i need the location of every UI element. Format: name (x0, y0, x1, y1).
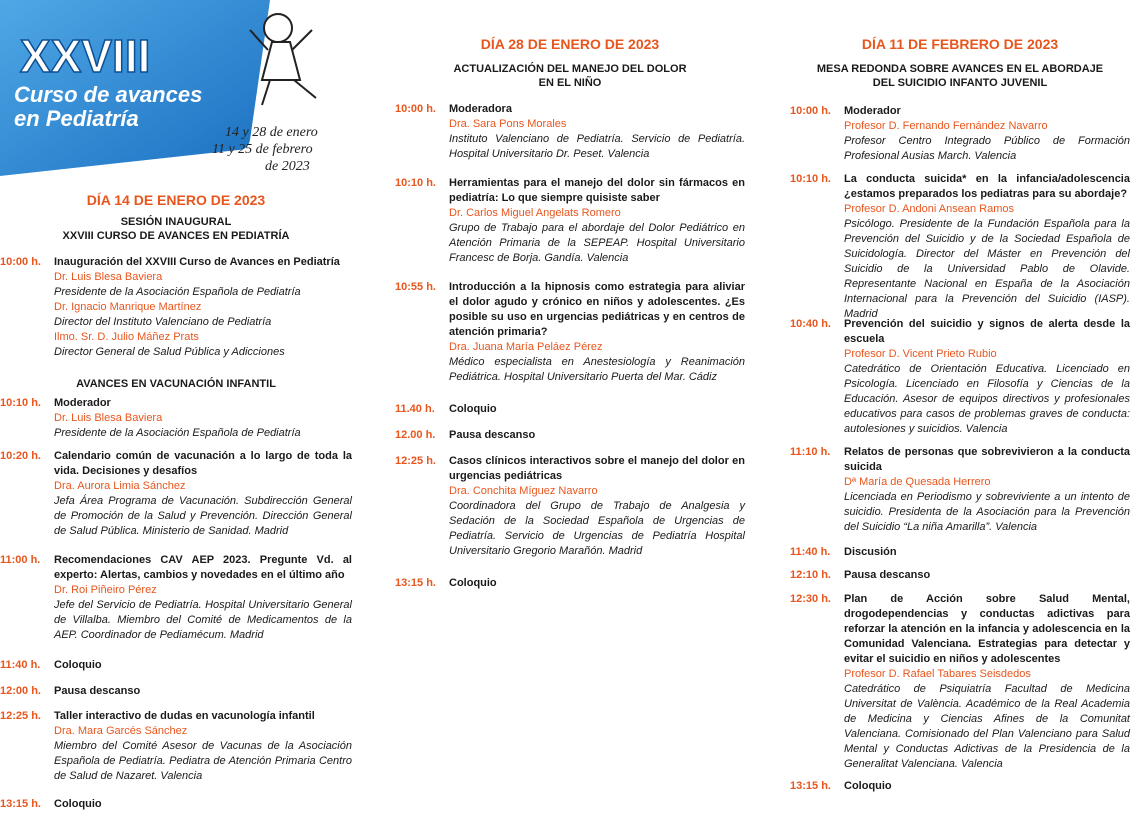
item-title: Coloquio (844, 780, 892, 792)
banner-date3: de 2023 (265, 159, 310, 174)
speaker-name: Profesor D. Andoni Ansean Ramos (844, 203, 1014, 215)
banner-date2: 11 y 25 de febrero (212, 142, 313, 157)
item-title: Coloquio (449, 403, 497, 415)
speaker-name: Dr. Ignacio Manrique Martínez (54, 301, 202, 313)
speaker-name: Dr. Luis Blesa Baviera (54, 271, 163, 283)
day-heading: DÍA 14 DE ENERO DE 2023 (86, 192, 266, 208)
speaker-name: Profesor D. Vicent Prieto Rubio (844, 348, 997, 360)
speaker-name: Dr. Carlos Miguel Angelats Romero (449, 207, 621, 219)
schedule-item (0, 553, 352, 643)
session-line: ACTUALIZACIÓN DEL MANEJO DEL DOLOR (453, 63, 687, 75)
banner-line1: Curso de avances (14, 82, 203, 107)
speaker-name: Profesor D. Fernando Fernández Navarro (844, 120, 1048, 132)
item-title: Relatos de personas que sobrevivieron a la conducta suicida (844, 446, 1130, 473)
speaker-name: Dra. Aurora Limia Sánchez (54, 480, 186, 492)
item-title: Pausa descanso (844, 569, 931, 581)
speaker-affiliation: Miembro del Comité Asesor de Vacunas de la Asociación Española de Pediatría. Pediatra de Atención Primaria Centro de Salud de Nazaret. Valencia (54, 740, 352, 782)
time-label: 12:25 h. (395, 455, 436, 467)
speaker-name: Dra. Sara Pons Morales (449, 118, 567, 130)
speaker-affiliation: Catedrático de Orientación Educativa. Licenciado en Psicología. Licenciado en Filosofía y Ciencias de la Educación. Asesor de equipos directivos y profesionales educativos para casos de problemas graves de conducta: autolesiones y suicidios. Valencia (844, 363, 1130, 435)
speaker-affiliation: Jefe del Servicio de Pediatría. Hospital Universitario General de Villalba. Miembro del Comité de Medicamentos de la AEP. Coordinador de Pediamécum. Madrid (54, 599, 352, 641)
speaker-name: Dra. Conchita Míguez Navarro (449, 485, 598, 497)
schedule-item (0, 797, 352, 812)
item-title: Taller interactivo de dudas en vacunología infantil (54, 710, 315, 722)
time-label: 13:15 h. (790, 780, 831, 792)
time-label: 10:00 h. (790, 105, 831, 117)
time-label: 12:30 h. (790, 593, 831, 605)
schedule-item (790, 545, 1130, 560)
item-title: La conducta suicida* en la infancia/adolescencia ¿estamos preparados los pediatras para su abordaje? (844, 173, 1130, 200)
speaker-affiliation: Grupo de Trabajo para el abordaje del Dolor Pediátrico en Atención Primaria de la SEPEAP. Hospital Universitario Francesc de Borja. Gandía. Valencia (449, 222, 745, 264)
speaker-affiliation: Director del Instituto Valenciano de Pediatría (54, 316, 272, 328)
schedule-item (395, 428, 745, 443)
schedule-item (0, 449, 352, 539)
item-title: Moderador (54, 397, 111, 409)
item-title: Recomendaciones CAV AEP 2023. Pregunte Vd. al experto: Alertas, cambios y novedades en el último año (54, 554, 352, 581)
speaker-affiliation: Instituto Valenciano de Pediatría. Servicio de Pediatría. Hospital Universitario Dr. Peset. Valencia (449, 133, 745, 160)
speaker-affiliation: Jefa Área Programa de Vacunación. Subdirección General de Promoción de la Salud y Prevención. Dirección General de Salud Pública. Ministerio de Sanidad. Madrid (54, 495, 352, 537)
speaker-affiliation: Psicólogo. Presidente de la Fundación Española para la Prevención del Suicidio y de la Sociedad Española de Suicidología. Director del Máster en Prevención del Suicidio de la Universidad Pablo de Olavide. Representante Nacional en España de la Asociación Internacional para la Prevención del Suicidio (IASP). Madrid (844, 218, 1130, 320)
time-label: 10:10 h. (790, 173, 831, 185)
session-line: SESIÓN INAUGURAL (120, 216, 232, 228)
speaker-affiliation: Coordinadora del Grupo de Trabajo de Analgesia y Sedación de la Sociedad Española de Urgencias de Pediatría. Servicio de Urgencias de Pediatría Hospital Universitario Gregorio Marañón. Madrid (449, 500, 745, 557)
speaker-name: Dra. Juana María Peláez Pérez (449, 341, 603, 353)
roman-numeral: XXVIII (20, 30, 151, 82)
schedule-item (790, 445, 1130, 535)
speaker-name: Dr. Roi Piñeiro Pérez (54, 584, 157, 596)
time-label: 11:40 h. (790, 546, 831, 558)
time-label: 10:00 h. (0, 256, 41, 268)
item-title: Discusión (844, 546, 897, 558)
speaker-affiliation: Presidente de la Asociación Española de Pediatría (54, 427, 301, 439)
time-label: 12.00 h. (395, 429, 436, 441)
item-title: Pausa descanso (449, 429, 536, 441)
speaker-affiliation: Licenciada en Periodismo y sobreviviente a un intento de suicidio. Presidenta de la Asociación para la Prevención del Suicidio “La niña Amarilla”. Valencia (844, 491, 1130, 533)
schedule-item (790, 592, 1130, 772)
speaker-name: Dª María de Quesada Herrero (844, 476, 991, 488)
schedule-item (395, 102, 745, 162)
session-heading: AVANCES EN VACUNACIÓN INFANTIL (76, 378, 276, 390)
session-line: DEL SUICIDIO INFANTO JUVENIL (872, 77, 1048, 89)
speaker-name: Ilmo. Sr. D. Julio Máñez Prats (54, 331, 199, 343)
time-label: 10:40 h. (790, 318, 831, 330)
item-title: Plan de Acción sobre Salud Mental, drogodependencias y conductas adictivas para reforzar la atención en la infancia y adolescencia en la Comunidad Valenciana. Estrategias para detectar y evitar el suicidio en niños y adolescentes (844, 593, 1130, 665)
session-line: XXVIII CURSO DE AVANCES EN PEDIATRÍA (62, 230, 290, 242)
time-label: 12:25 h. (0, 710, 41, 722)
item-title: Calendario común de vacunación a lo largo de toda la vida. Decisiones y desafíos (54, 450, 352, 477)
time-label: 11:40 h. (0, 659, 41, 671)
time-label: 10:20 h. (0, 450, 41, 462)
course-banner-logo (0, 0, 340, 180)
schedule-item (395, 280, 745, 385)
time-label: 10:00 h. (395, 103, 436, 115)
schedule-item (395, 402, 745, 417)
schedule-item (790, 104, 1130, 164)
item-title: Inauguración del XXVIII Curso de Avances en Pediatría (54, 256, 340, 268)
speaker-affiliation: Presidente de la Asociación Española de Pediatría (54, 286, 301, 298)
session-heading (790, 62, 1130, 90)
schedule-item (0, 709, 352, 784)
item-title: Prevención del suicidio y signos de alerta desde la escuela (844, 318, 1130, 345)
schedule-item (0, 658, 352, 673)
schedule-item (395, 176, 745, 266)
item-title: Casos clínicos interactivos sobre el manejo del dolor en urgencias pediátricas (449, 455, 745, 482)
item-title: Moderador (844, 105, 901, 117)
schedule-item (395, 454, 745, 559)
item-title: Moderadora (449, 103, 512, 115)
day-heading: DÍA 28 DE ENERO DE 2023 (480, 36, 660, 52)
session-line: EN EL NIÑO (538, 77, 602, 89)
time-label: 12:10 h. (790, 569, 831, 581)
speaker-affiliation: Profesor Centro Integrado Público de Formación Profesional Ausias March. Valencia (844, 135, 1130, 162)
speaker-name: Profesor D. Rafael Tabares Seisdedos (844, 668, 1031, 680)
schedule-item (0, 255, 352, 360)
time-label: 10:55 h. (395, 281, 436, 293)
schedule-item (790, 172, 1130, 322)
banner-date1: 14 y 28 de enero (225, 125, 318, 140)
item-title: Herramientas para el manejo del dolor sin fármacos en pediatría: Lo que siempre quisiste saber (449, 177, 745, 204)
schedule-item (0, 684, 352, 699)
time-label: 11:00 h. (0, 554, 41, 566)
session-line: MESA REDONDA SOBRE AVANCES EN EL ABORDAJE (816, 63, 1104, 75)
schedule-item (790, 568, 1130, 583)
schedule-item (395, 576, 745, 591)
item-title: Introducción a la hipnosis como estrategia para aliviar el dolor agudo y crónico en niños y adolescentes. ¿Es posible su uso en urgencias pediátricas y en centros de atención primaria? (449, 281, 745, 338)
speaker-affiliation: Catedrático de Psiquiatría Facultad de Medicina Universitat de València. Académico de la Real Academia de Medicina y Ciencias Afines de la Comunitat Valenciana. Comisionado del Plan Valenciano para Salud Mental y Conductas Adictivas de la Presidencia de la Generalitat Valenciana. Valencia (844, 683, 1130, 770)
day-heading: DÍA 11 DE FEBRERO DE 2023 (861, 36, 1059, 52)
speaker-name: Dra. Mara Garcés Sánchez (54, 725, 188, 737)
time-label: 13:15 h. (395, 577, 436, 589)
item-title: Coloquio (449, 577, 497, 589)
speaker-affiliation: Médico especialista en Anestesiología y Reanimación Pediátrica. Hospital Universitario Puerta del Mar. Cádiz (449, 356, 745, 383)
time-label: 10:10 h. (395, 177, 436, 189)
schedule-item (790, 317, 1130, 437)
session-heading (395, 62, 745, 90)
time-label: 11.40 h. (395, 403, 435, 415)
banner-line2: en Pediatría (14, 106, 139, 131)
item-title: Coloquio (54, 798, 102, 810)
time-label: 11:10 h. (790, 446, 831, 458)
item-title: Pausa descanso (54, 685, 141, 697)
time-label: 13:15 h. (0, 798, 41, 810)
time-label: 10:10 h. (0, 397, 41, 409)
speaker-affiliation: Director General de Salud Pública y Adicciones (54, 346, 285, 358)
schedule-item (790, 779, 1130, 794)
speaker-name: Dr. Luis Blesa Baviera (54, 412, 163, 424)
session-heading (0, 215, 352, 243)
schedule-item (0, 396, 352, 441)
item-title: Coloquio (54, 659, 102, 671)
time-label: 12:00 h. (0, 685, 41, 697)
